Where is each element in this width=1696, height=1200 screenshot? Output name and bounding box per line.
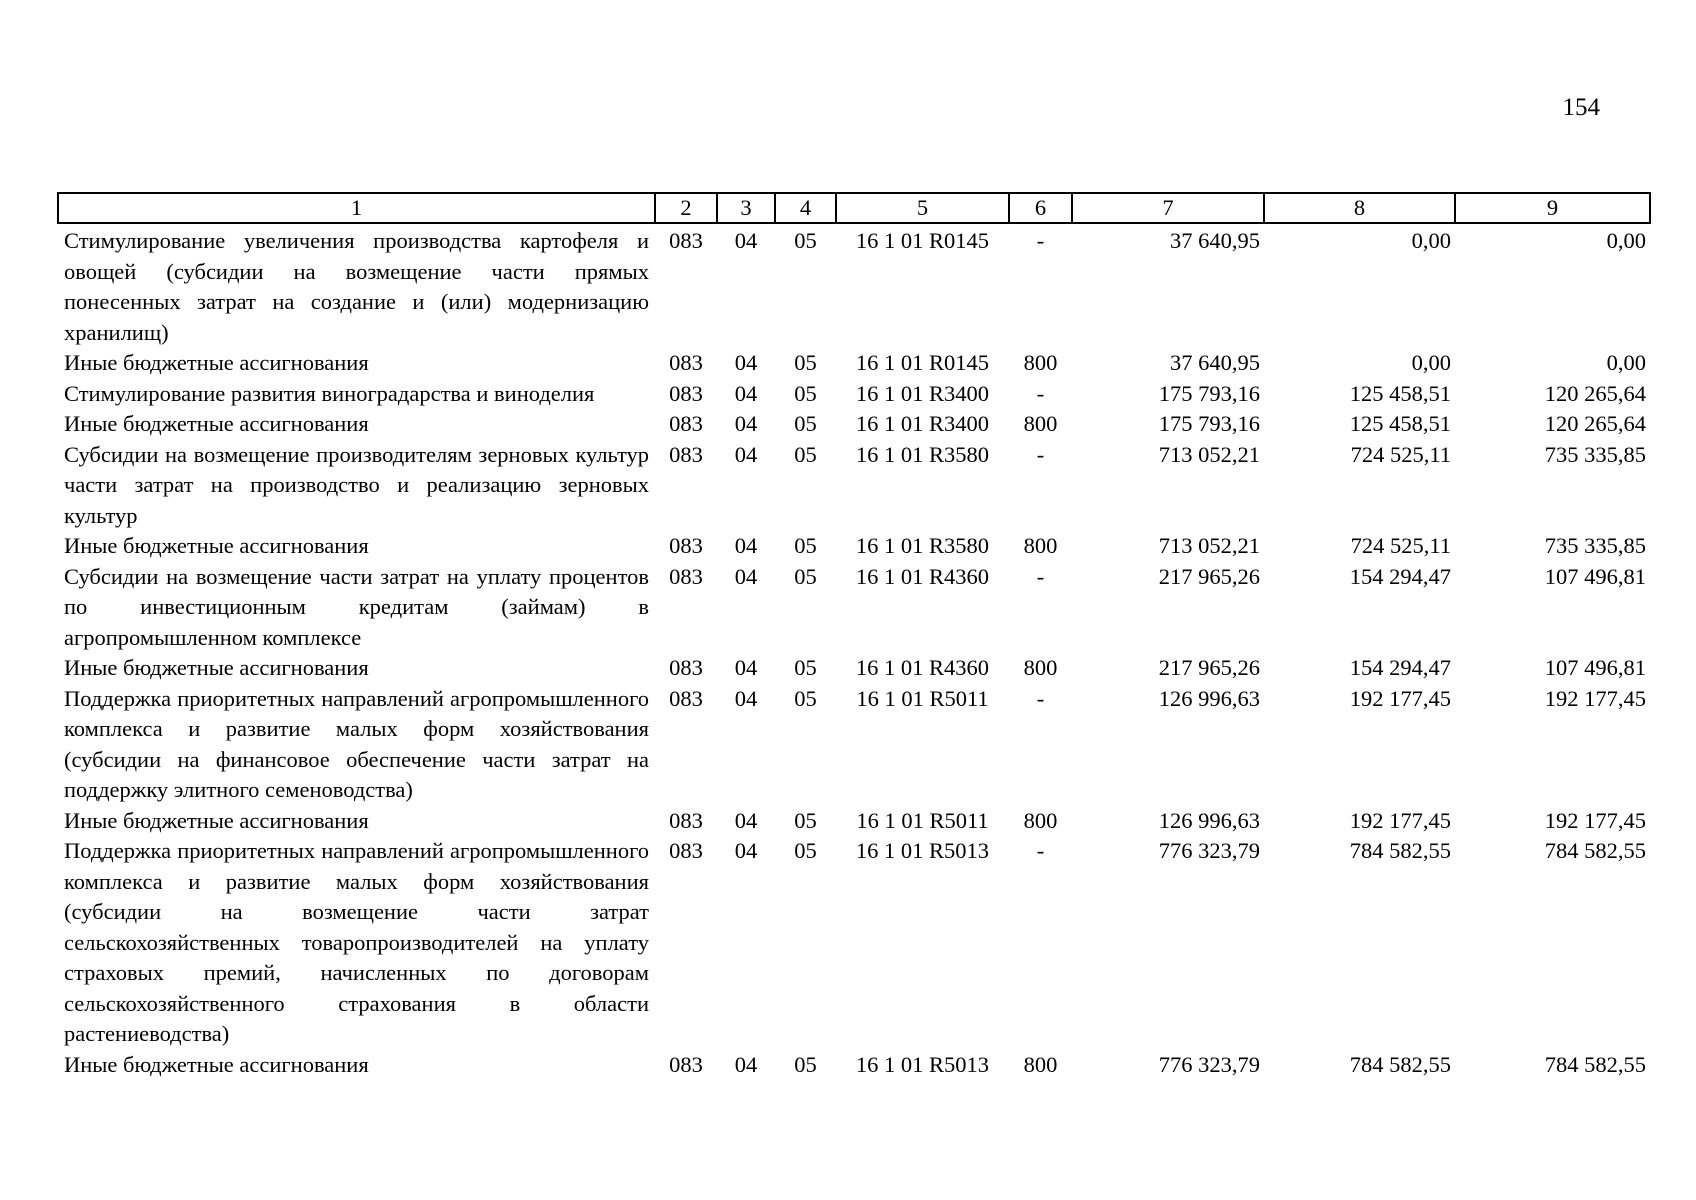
table-row (58, 806, 1650, 837)
ministry-code: 083 (669, 655, 703, 680)
amount-col-8: 724 525,11 (1350, 533, 1451, 558)
amount-col-9: 107 496,81 (1544, 655, 1646, 680)
section-code: 04 (734, 228, 758, 253)
amount-col-7: 175 793,16 (1158, 380, 1260, 406)
table-row (58, 379, 1650, 410)
item-name: Иные бюджетные ассигнования (64, 350, 369, 375)
amount-col-7: 776 323,79 (1158, 1051, 1260, 1077)
ministry-code: 083 (669, 807, 703, 833)
amount-col-8: 125 458,51 (1349, 411, 1451, 436)
section-code: 04 (734, 1051, 758, 1077)
target-article-code: 16 1 01 R3580 (855, 533, 990, 558)
amount-col-7: 37 640,95 (1170, 228, 1260, 253)
table-row (58, 409, 1650, 440)
item-name: Субсидии на возмещение производителям зерновых культур части затрат на производство и реализацию зерновых культур (64, 441, 649, 528)
table-row (58, 440, 1650, 532)
amount-col-8: 125 458,51 (1349, 380, 1451, 406)
amount-col-9: 0,00 (1606, 350, 1646, 375)
ministry-code: 083 (669, 411, 703, 436)
amount-col-9: 735 335,85 (1544, 533, 1646, 558)
section-code: 04 (734, 563, 758, 589)
header-col-7: 7 (1072, 193, 1264, 223)
expense-type-code: - (1036, 441, 1045, 467)
amount-col-8: 784 582,55 (1349, 838, 1451, 863)
subsection-code: 05 (794, 685, 817, 711)
header-col-3: 3 (717, 193, 775, 223)
table-row (58, 1050, 1650, 1081)
amount-col-7: 217 965,26 (1158, 655, 1260, 680)
table-row (58, 653, 1650, 684)
amount-col-9: 192 177,45 (1544, 685, 1646, 711)
amount-col-7: 37 640,95 (1170, 350, 1260, 375)
section-code: 04 (734, 441, 758, 467)
section-code: 04 (734, 807, 758, 833)
expense-type-code: - (1036, 228, 1045, 253)
amount-col-8: 0,00 (1411, 228, 1451, 253)
section-code: 04 (734, 838, 758, 863)
subsection-code: 05 (794, 350, 817, 375)
page-number: 154 (1562, 94, 1600, 121)
ministry-code: 083 (669, 838, 703, 863)
table-row (58, 836, 1650, 1050)
amount-col-8: 724 525,11 (1350, 441, 1451, 467)
ministry-code: 083 (669, 685, 703, 711)
ministry-code: 083 (669, 350, 703, 375)
amount-col-9: 735 335,85 (1544, 441, 1646, 467)
amount-col-8: 192 177,45 (1349, 685, 1451, 711)
ministry-code: 083 (669, 228, 703, 253)
header-col-2: 2 (655, 193, 717, 223)
item-name: Иные бюджетные ассигнования (64, 807, 369, 833)
amount-col-9: 784 582,55 (1544, 838, 1646, 863)
header-col-1: 1 (58, 193, 655, 223)
item-name: Иные бюджетные ассигнования (64, 533, 369, 558)
header-col-6: 6 (1009, 193, 1072, 223)
item-name: Поддержка приоритетных направлений агропромышленного комплекса и развитие малых форм хозяйствования (субсидии на финансовое обеспечение части затрат на поддержку элитного семеноводства) (64, 685, 649, 802)
expense-type-code: - (1036, 563, 1045, 589)
ministry-code: 083 (669, 441, 703, 467)
header-row (58, 193, 1650, 223)
amount-col-7: 217 965,26 (1158, 563, 1260, 589)
section-code: 04 (734, 685, 758, 711)
amount-col-8: 192 177,45 (1349, 807, 1451, 833)
header-col-8: 8 (1264, 193, 1455, 223)
target-article-code: 16 1 01 R3400 (855, 411, 990, 436)
amount-col-9: 107 496,81 (1544, 563, 1646, 589)
item-name: Стимулирование развития виноградарства и виноделия (64, 380, 595, 406)
table-row (58, 684, 1650, 806)
table-body (58, 223, 1650, 1080)
subsection-code: 05 (794, 838, 817, 863)
table-row (58, 562, 1650, 654)
expense-type-code: - (1036, 685, 1045, 711)
table-row (58, 348, 1650, 379)
ministry-code: 083 (669, 563, 703, 589)
expense-type-code: 800 (1023, 533, 1058, 558)
amount-col-7: 126 996,63 (1158, 685, 1260, 711)
ministry-code: 083 (669, 533, 703, 558)
header-col-4: 4 (775, 193, 836, 223)
expense-type-code: 800 (1023, 350, 1058, 375)
subsection-code: 05 (794, 563, 817, 589)
amount-col-9: 784 582,55 (1544, 1051, 1646, 1077)
amount-col-9: 0,00 (1606, 228, 1646, 253)
ministry-code: 083 (669, 1051, 703, 1077)
budget-table (57, 192, 1651, 1080)
amount-col-9: 120 265,64 (1544, 411, 1646, 436)
target-article-code: 16 1 01 R5013 (855, 1051, 990, 1077)
amount-col-9: 192 177,45 (1544, 807, 1646, 833)
subsection-code: 05 (794, 411, 817, 436)
target-article-code: 16 1 01 R3580 (855, 441, 990, 467)
section-code: 04 (734, 350, 758, 375)
subsection-code: 05 (794, 380, 817, 406)
header-col-9: 9 (1455, 193, 1650, 223)
amount-col-7: 175 793,16 (1158, 411, 1260, 436)
target-article-code: 16 1 01 R4360 (855, 563, 990, 589)
target-article-code: 16 1 01 R0145 (855, 228, 990, 253)
table-row (58, 223, 1650, 348)
amount-col-7: 713 052,21 (1158, 441, 1260, 467)
amount-col-7: 126 996,63 (1158, 807, 1260, 833)
expense-type-code: - (1036, 838, 1045, 863)
subsection-code: 05 (794, 533, 817, 558)
expense-type-code: - (1036, 380, 1045, 406)
expense-type-code: 800 (1023, 411, 1058, 436)
subsection-code: 05 (794, 441, 817, 467)
amount-col-8: 154 294,47 (1349, 563, 1451, 589)
target-article-code: 16 1 01 R0145 (855, 350, 990, 375)
amount-col-9: 120 265,64 (1544, 380, 1646, 406)
item-name: Стимулирование увеличения производства картофеля и овощей (субсидии на возмещение части прямых понесенных затрат на создание и (или) модернизацию хранилищ) (64, 228, 649, 345)
section-code: 04 (734, 411, 758, 436)
target-article-code: 16 1 01 R5011 (856, 807, 989, 833)
target-article-code: 16 1 01 R4360 (855, 655, 990, 680)
section-code: 04 (734, 533, 758, 558)
amount-col-8: 0,00 (1411, 350, 1451, 375)
expense-type-code: 800 (1023, 1051, 1058, 1077)
subsection-code: 05 (794, 807, 817, 833)
item-name: Поддержка приоритетных направлений агропромышленного комплекса и развитие малых форм хозяйствования (субсидии на возмещение части затрат сельскохозяйственных товаропроизводителей на уплату страховых премий, начисленных по договорам сельскохозяйственного страхования в области растениеводства) (64, 838, 649, 1046)
amount-col-8: 784 582,55 (1349, 1051, 1451, 1077)
item-name: Субсидии на возмещение части затрат на уплату процентов по инвестиционным кредитам (займам) в агропромышленном комплексе (64, 563, 649, 650)
amount-col-8: 154 294,47 (1349, 655, 1451, 680)
expense-type-code: 800 (1023, 655, 1058, 680)
table-row (58, 531, 1650, 562)
section-code: 04 (734, 380, 758, 406)
ministry-code: 083 (669, 380, 703, 406)
section-code: 04 (734, 655, 758, 680)
item-name: Иные бюджетные ассигнования (64, 1051, 369, 1077)
header-col-5: 5 (836, 193, 1009, 223)
subsection-code: 05 (794, 228, 817, 253)
target-article-code: 16 1 01 R3400 (855, 380, 990, 406)
item-name: Иные бюджетные ассигнования (64, 655, 369, 680)
amount-col-7: 713 052,21 (1158, 533, 1260, 558)
item-name: Иные бюджетные ассигнования (64, 411, 369, 436)
target-article-code: 16 1 01 R5013 (855, 838, 990, 863)
subsection-code: 05 (794, 655, 817, 680)
target-article-code: 16 1 01 R5011 (856, 685, 989, 711)
amount-col-7: 776 323,79 (1158, 838, 1260, 863)
expense-type-code: 800 (1023, 807, 1058, 833)
subsection-code: 05 (794, 1051, 817, 1077)
